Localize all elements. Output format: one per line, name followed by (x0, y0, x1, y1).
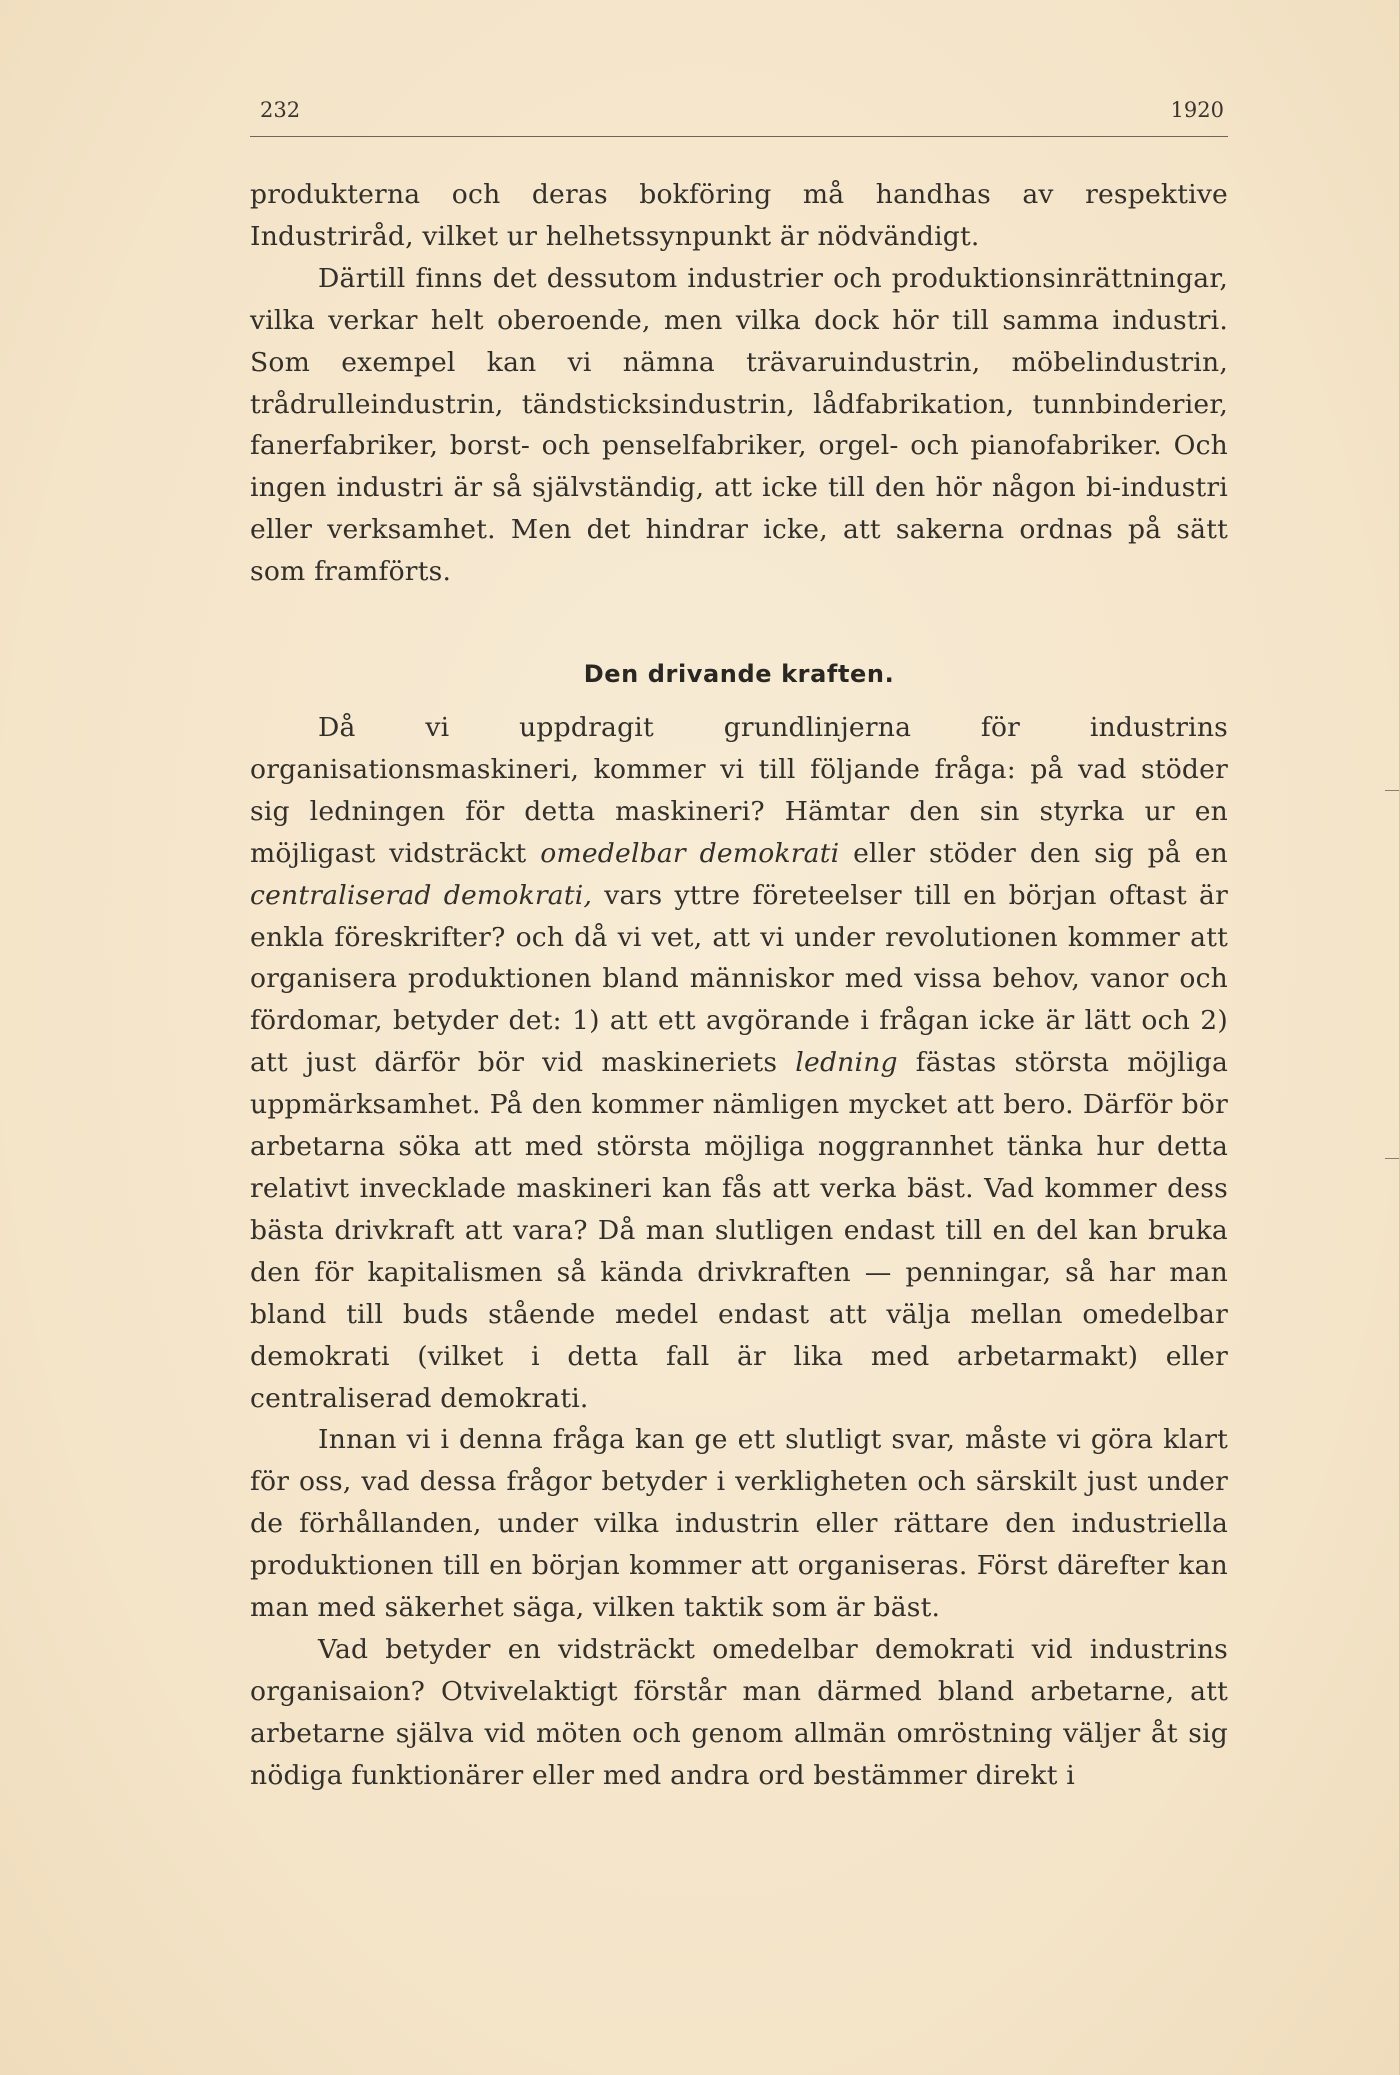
paragraph-continuation: produkterna och deras bokföring må handhas av respektive Industriråd, vilket ur helhetssynpunkt är nödvändigt. (250, 179, 1228, 252)
text-run: eller stöder den sig på en (839, 837, 1228, 869)
scan-margin-mark (1385, 790, 1399, 791)
section-heading: Den drivande kraften. (583, 660, 895, 688)
text-block-section (250, 707, 1228, 1797)
emphasis-ledning: ledning (795, 1047, 898, 1079)
text-run: Då vi uppdragit grundlinjerna för industrins organisationsmaskineri, kommer vi till följande fråga: på vad stöder sig ledningen för detta maskineri? Hämtar den sin styrka ur en möjligast vidsträckt (250, 712, 1228, 869)
paragraph-industries: Därtill finns det dessutom industrier och produktionsinrättningar, vilka verkar helt oberoende, men vilka dock hör till samma industri. Som exempel kan vi nämna trävaruindustrin, möbelindustrin, trådrulleindustrin, tändsticksindustrin, lådfabrikation, tunnbinderier, fanerfabriker, borst- och penselfabriker, orgel- och pianofabriker. Och ingen industri är så självständig, att icke till den hör någon bi-industri eller verksamhet. Men det hindrar icke, att sakerna ordnas på sätt som framförts. (250, 262, 1228, 588)
text-block-intro (250, 174, 1228, 593)
scan-margin-mark (1385, 1158, 1399, 1159)
emphasis-centraliserad-demokrati: centraliserad demokrati, (250, 879, 593, 911)
header-year: 1920 (1170, 98, 1224, 122)
page-number: 232 (260, 98, 301, 122)
text-run: vars yttre företeelser till en början oftast är enkla föreskrifter? och då vi vet, att vi under revolutionen kommer att organisera produktionen bland människor med vissa behov, vanor och fördomar, betyder det: 1) att ett avgörande i frågan icke är lätt och 2) att just därför bör vid maskineriets (250, 879, 1228, 1079)
paragraph-driving-force (250, 707, 1228, 1419)
text-run: fästas största möjliga uppmärksamhet. På den kommer nämligen mycket att bero. Därför bör arbetarna söka att med största möjliga noggrannhet tänka hur detta relativt invecklade maskineri kan fås att verka bäst. Vad kommer dess bästa drivkraft att vara? Då man slutligen endast till en del kan bruka den för kapitalismen så kända drivkraften — penningar, så har man bland till buds stående medel endast att välja mellan omedelbar demokrati (vilket i detta fall är lika med arbetarmakt) eller centraliserad demokrati. (250, 1047, 1228, 1414)
emphasis-omedelbar-demokrati: omedelbar demokrati (540, 837, 840, 869)
running-header (250, 96, 1228, 137)
paragraph-direct-democracy: Vad betyder en vidsträckt omedelbar demokrati vid industrins organisaion? Otvivelaktigt förstår man därmed bland arbetarne, att arbetarne själva vid möten och genom allmän omröstning väljer åt sig nödiga funktionärer eller med andra ord bestämmer direkt i (250, 1633, 1228, 1791)
paragraph-conditions: Innan vi i denna fråga kan ge ett slutligt svar, måste vi göra klart för oss, vad dessa frågor betyder i verkligheten och särskilt just under de förhållanden, under vilka industrin eller rättare den industriella produktionen till en början kommer att organiseras. Först därefter kan man med säkerhet säga, vilken taktik som är bäst. (250, 1424, 1228, 1624)
